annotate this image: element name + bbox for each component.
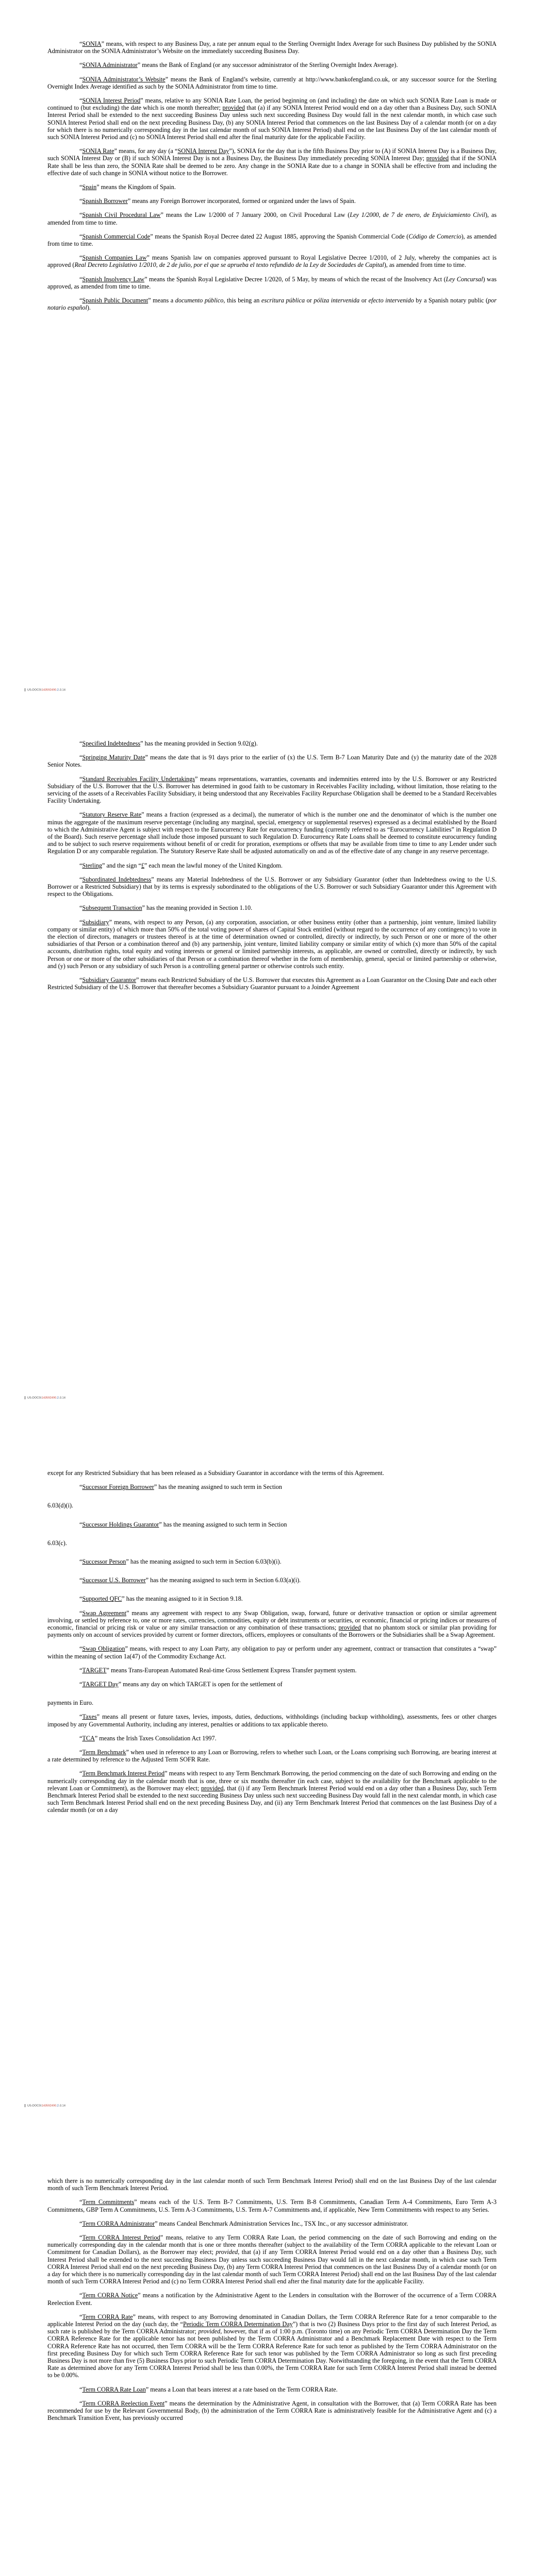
definition-spanish-public-document: “Spanish Public Document” means a documento público, this being an escritura pública or póliza intervenida or efecto intervenido by a Spanish notary public (por notario español). <box>47 297 497 312</box>
definition-sonia-administrator: “SONIA Administrator” means the Bank of England (or any successor administrator of the Sterling Overnight Index Average). <box>79 61 398 69</box>
page-4 <box>0 2177 544 2428</box>
definition-term-corra-administrator: “Term CORRA Administrator” means Candeal Benchmark Administration Services Inc., TSX Inc., or any successor administrator. <box>79 2219 408 2227</box>
definition-target-day: “TARGET Day” means any day on which TARGET is open for the settlement of <box>79 1681 283 1688</box>
definition-spain: “Spain” means the Kingdom of Spain. <box>79 183 176 191</box>
page-1 <box>0 40 544 318</box>
definition-term-corra-interest-period: “Term CORRA Interest Period” means, relative to any Term CORRA Rate Loan, the period commencing on the date of such Borrowing and ending on the numerically corresponding day in the calendar month that is one or three months thereafter (subject to the availability of the Term CORRA applicable to the relevant Loan or Commitment for Canadian Dollars), as the Borrower may elect; provided, that (a) if any Term CORRA Interest Period would end on a day other than a Business Day, such Interest Period shall be extended to the next succeeding Business Day unless such succeeding Business Day would fall in the next calendar month, in which case such Term CORRA Interest Period shall end on the next preceding Business Day, (b) any Term CORRA Interest Period that commences on the last Business Day of a calendar month (or on a day for which there is no numerically corresponding day in the last calendar month of such Term CORRA Interest Period) shall end on the last Business Day of the last calendar month of such Term CORRA Interest Period and (c) no Term CORRA Interest Period shall end after the final maturity date for the applicable Facility. <box>47 2234 497 2285</box>
definition-target: “TARGET” means Trans-European Automated Real-time Gross Settlement Express Transfer payment system. <box>79 1666 357 1674</box>
definition-tca: “TCA” means the Irish Taxes Consolidation Act 1997. <box>79 1734 217 1742</box>
definition-sonia-administrator-website: “SONIA Administrator’s Website” means the Bank of England’s website, currently at http://www.bankofengland.co.uk, or any successor source for the Sterling Overnight Index Average identified as such by the SONIA Administrator from time to time. <box>47 75 497 90</box>
definition-term-commitments: “Term Commitments” means each of the U.S. Term B-7 Commitments, U.S. Term B-8 Commitments, Canadian Term A-4 Commitments, Euro Term A-3 Commitments, GBP Term A Commitments, U.S. Term A-3 Commitments, U.S. Term A-7 Commitments and, if applicable, New Term Commitments with respect to any Series. <box>47 2198 497 2213</box>
definition-sonia: “SONIA” means, with respect to any Business Day, a rate per annum equal to the Sterling Overnight Index Average for such Business Day published by the SONIA Administrator on the SONIA Administrator’s Website on the immediately succeeding Business Day. <box>47 40 497 55</box>
definition-successor-person: “Successor Person” has the meaning assigned to such term in Section 6.03(b)(i). <box>79 1558 282 1566</box>
definition-swap-agreement: “Swap Agreement” means any agreement with respect to any Swap Obligation, swap, forward, future or derivative transaction or option or similar agreement involving, or settled by reference to, one or more rates, currencies, commodities, equity or debt instruments or securities, or economic, financial or pricing indices or measures of economic, financial or pricing risk or value or any similar transaction or any combination of these transactions; provided that no phantom stock or similar plan providing for payments only on account of services provided by current or former directors, officers, employees or consultants of the Borrowers or the Subsidiaries shall be a Swap Agreement. <box>47 1609 497 1639</box>
definition-sterling: “Sterling” and the sign “£” each mean the lawful money of the United Kingdom. <box>79 861 283 869</box>
page-3 <box>0 1469 544 1821</box>
page-2 <box>0 740 544 997</box>
definition-taxes: “Taxes” means all present or future taxes, levies, imposts, duties, deductions, withholdings (including backup withholding), assessments, fees or other charges imposed by any Governmental Authority, including any interest, penalties or additions to tax applicable thereto. <box>47 1713 497 1728</box>
page-footer-docid: US-DOCS\143592490.2-3.14 <box>25 2104 65 2107</box>
definition-term-corra-rate: “Term CORRA Rate” means, with respect to any Borrowing denominated in Canadian Dollars, the Term CORRA Reference Rate for a tenor comparable to the applicable Interest Period on the day (such day, the “Periodic Term CORRA Determination Day”) that is two (2) Business Days prior to the first day of such Interest Period, as such rate is published by the Term CORRA Administrator; provided, however, that if as of 1:00 p.m. (Toronto time) on any Periodic Term CORRA Determination Day the Term CORRA Reference Rate for the applicable tenor has not been published by the Term CORRA Administrator and a Benchmark Replacement Date with respect to the Term CORRA Reference Rate has not occurred, then Term CORRA will be the Term CORRA Reference Rate for such tenor as published by the Term CORRA Administrator on the first preceding Business Day for which such Term CORRA Reference Rate for such tenor was published by the Term CORRA Administrator so long as such first preceding Business Day is not more than five (5) Business Days prior to such Periodic Term CORRA Determination Day. Notwithstanding the foregoing, in the event that the Term CORRA Rate as determined above for any Term CORRA Interest Period shall be less than 0.00%, the Term CORRA Rate for such Term CORRA Interest Period shall instead be deemed to be 0.00%. <box>47 2313 497 2379</box>
definition-term-corra-rate-loan: “Term CORRA Rate Loan” means a Loan that bears interest at a rate based on the Term CORRA Rate. <box>79 2385 338 2393</box>
definition-spanish-companies-law: “Spanish Companies Law” means Spanish law on companies approved pursuant to Royal Legislative Decree 1/2010, of 2 July, whereby the companies act is approved (Real Decreto Legislativo 1/2010, de 2 de julio, por el que se aprueba el texto refundido de la Ley de Sociedades de Capital), as amended from time to time. <box>47 254 497 269</box>
definition-term-corra-notice: “Term CORRA Notice” means a notification by the Administrative Agent to the Lenders in consultation with the Borrower of the occurrence of a Term CORRA Reelection Event. <box>47 2292 497 2307</box>
definition-sonia-rate: “SONIA Rate” means, for any day (a “SONIA Interest Day”), SONIA for the day that is the fifth Business Day prior to (A) if SONIA Interest Day is a Business Day, such SONIA Interest Day or (B) if such SONIA Interest Day is not a Business Day, the Business Day immediately preceding SONIA Interest Day; provided that if the SONIA Rate shall be less than zero, the SONIA Rate shall be deemed to be zero. Any change in the SONIA Rate due to a change in SONIA shall be effective from and including the effective date of such change in SONIA without notice to the Borrower. <box>47 147 497 177</box>
definition-spanish-civil-procedural-law: “Spanish Civil Procedural Law” means the Law 1/2000 of 7 January 2000, on Civil Procedural Law (Ley 1/2000, de 7 de enero, de Enjuiciamiento Civil), as amended from time to time. <box>47 211 497 226</box>
definition-sonia-interest-period: “SONIA Interest Period” means, relative to any SONIA Rate Loan, the period beginning on (and including) the date on which such SONIA Rate Loan is made or continued to (but excluding) the date which is one month thereafter; provided that (a) if any SONIA Interest Period would end on a day other than a Business Day, such SONIA Interest Period shall be extended to the next succeeding Business Day unless such next succeeding Business Day would fall in the next calendar month, in which case such SONIA Interest Period shall end on the next preceding Business Day, (b) any SONIA Interest Period that commences on the last Business Day of a calendar month (or on a day for which there is no numerically corresponding day in the last calendar month of such SONIA Interest Period) shall end on the last Business Day of the last calendar month of such SONIA Interest Period and (c) no SONIA Interest Period shall end after the final maturity date for the applicable Facility. <box>47 97 497 141</box>
definition-supported-qfc: “Supported QFC” has the meaning assigned to it in Section 9.18. <box>79 1595 243 1603</box>
definition-successor-foreign-borrower: “Successor Foreign Borrower” has the meaning assigned to such term in Section <box>79 1483 282 1491</box>
definition-springing-maturity-date: “Springing Maturity Date” means the date that is 91 days prior to the earlier of (x) the U.S. Term B-7 Loan Maturity Date and (y) the maturity date of the 2028 Senior Notes. <box>47 754 497 769</box>
definition-term-benchmark-interest-period: “Term Benchmark Interest Period” means with respect to any Term Benchmark Borrowing, the period commencing on the date of such Borrowing and ending on the numerically corresponding day in the calendar month that is one, three or six months thereafter (in each case, subject to the availability for the Benchmark applicable to the relevant Loan or Commitment), as the Borrower may elect; provided, that (i) if any Term Benchmark Interest Period would end on a day other than a Business Day, such Term Benchmark Interest Period shall be extended to the next succeeding Business Day unless such next succeeding Business Day would fall in the next calendar month, in which case such Term Benchmark Interest Period shall end on the next preceding Business Day, and (ii) any Term Benchmark Interest Period that commences on the last Business Day of a calendar month (or on a day <box>47 1770 497 1814</box>
definition-continuation: 6.03(d)(i). <box>47 1502 74 1510</box>
continuation-paragraph: except for any Restricted Subsidiary that has been released as a Subsidiary Guarantor in accordance with the terms of this Agreement. <box>47 1469 384 1477</box>
definition-standard-receivables-facility-undertakings: “Standard Receivables Facility Undertakings” means representations, warranties, covenants and indemnities entered into by the U.S. Borrower or any Restricted Subsidiary of the U.S. Borrower that the U.S. Borrower has determined in good faith to be customary in Receivables Facility including, without limitation, those relating to the servicing of the assets of a Receivables Facility Subsidiary, it being understood that any Receivables Facility Repurchase Obligation shall be deemed to be a Standard Receivables Facility Undertaking. <box>47 775 497 805</box>
definition-subsidiary-guarantor: “Subsidiary Guarantor” means each Restricted Subsidiary of the U.S. Borrower that executes this Agreement as a Loan Guarantor on the Closing Date and each other Restricted Subsidiary of the U.S. Borrower that thereafter becomes a Subsidiary Guarantor pursuant to a Joinder Agreement <box>47 976 497 991</box>
definition-swap-obligation: “Swap Obligation” means, with respect to any Loan Party, any obligation to pay or perform under any agreement, contract or transaction that constitutes a “swap” within the meaning of section 1a(47) of the Commodity Exchange Act. <box>47 1645 497 1660</box>
definition-specified-indebtedness: “Specified Indebtedness” has the meaning provided in Section 9.02(g). <box>79 740 258 747</box>
definition-successor-us-borrower: “Successor U.S. Borrower” has the meaning assigned to such term in Section 6.03(a)(i). <box>79 1577 301 1584</box>
definition-subsidiary: “Subsidiary” means, with respect to any Person, (a) any corporation, association, or other business entity (other than a partnership, joint venture, limited liability company or similar entity) of which more than 50% of the total voting power of shares of Capital Stock entitled (without regard to the occurrence of any contingency) to vote in the election of directors, managers or trustees thereof is at the time of determination owned or controlled, directly or indirectly, by such Person or one or more of the other subsidiaries of that Person or a combination thereof and (b) any partnership, joint venture, limited liability company or similar entity of which (x) more than 50% of the capital accounts, distribution rights, total equity and voting interests or general or limited partnership interests, as applicable, are owned or controlled, directly or indirectly, by such Person or one or more of the other subsidiaries of that Person or a combination thereof whether in the form of membership, general, special or limited partnership or otherwise, and (y) such Person or any subsidiary of such Person is a controlling general partner or otherwise controls such entity. <box>47 918 497 970</box>
definition-subordinated-indebtedness: “Subordinated Indebtedness” means any Material Indebtedness of the U.S. Borrower or any Subsidiary Guarantor (other than Indebtedness owing to the U.S. Borrower or a Restricted Subsidiary) that by its terms is expressly subordinated to the obligations of the U.S. Borrower or such Subsidiary Guarantor under this Agreement with respect to the Obligations. <box>47 875 497 898</box>
definition-spanish-commercial-code: “Spanish Commercial Code” means the Spanish Royal Decree dated 22 August 1885, approving the Spanish Commercial Code (Código de Comercio), as amended from time to time. <box>47 232 497 248</box>
definition-continuation: payments in Euro. <box>47 1699 94 1707</box>
definition-spanish-insolvency-law: “Spanish Insolvency Law” means the Spanish Royal Legislative Decree 1/2020, of 5 May, by means of which the recast of the Insolvency Act (Ley Concursal) was approved, as amended from time to time. <box>47 275 497 290</box>
definition-spanish-borrower: “Spanish Borrower” means any Foreign Borrower incorporated, formed or organized under the laws of Spain. <box>79 197 356 205</box>
definition-statutory-reserve-rate: “Statutory Reserve Rate” means a fraction (expressed as a decimal), the numerator of which is the number one and the denominator of which is the number one minus the aggregate of the maximum reserve percentage (including any marginal, special, emergency or supplemental reserves) expressed as a decimal established by the Board to which the Administrative Agent is subject with respect to the Eurocurrency Rate for eurocurrency funding (currently referred to as “Eurocurrency Liabilities” in Regulation D of the Board). Such reserve percentage shall include those imposed pursuant to such Regulation D. Eurocurrency Rate Loans shall be deemed to constitute eurocurrency funding and to be subject to such reserve requirements without benefit of or credit for proration, exemptions or offsets that may be available from time to time to any Lender under such Regulation D or any comparable regulation. The Statutory Reserve Rate shall be adjusted automatically on and as of the effective date of any change in any reserve percentage. <box>47 811 497 855</box>
page-footer-docid: US-DOCS\143592490.2-3.14 <box>25 688 65 691</box>
definition-continuation: 6.03(c). <box>47 1539 67 1547</box>
continuation-paragraph: which there is no numerically corresponding day in the last calendar month of such Term Benchmark Interest Period) shall end on the last Business Day of the last calendar month of such Term Benchmark Interest Period. <box>47 2177 497 2192</box>
definition-term-benchmark: “Term Benchmark” when used in reference to any Loan or Borrowing, refers to whether such Loan, or the Loans comprising such Borrowing, are bearing interest at a rate determined by reference to the Adjusted Term SOFR Rate. <box>47 1749 497 1764</box>
page-footer-docid: US-DOCS\143592490.2-3.14 <box>25 1396 65 1399</box>
definition-successor-holdings-guarantor: “Successor Holdings Guarantor” has the meaning assigned to such term in Section <box>79 1520 287 1528</box>
definition-subsequent-transaction: “Subsequent Transaction” has the meaning provided in Section 1.10. <box>79 904 253 912</box>
definition-term-corra-reelection-event: “Term CORRA Reelection Event” means the determination by the Administrative Agent, in consultation with the Borrower, that (a) Term CORRA Rate has been recommended for use by the Relevant Governmental Body, (b) the administration of the Term CORRA Rate is administratively feasible for the Administrative Agent and (c) a Benchmark Transition Event, has previously occurred <box>47 2399 497 2422</box>
